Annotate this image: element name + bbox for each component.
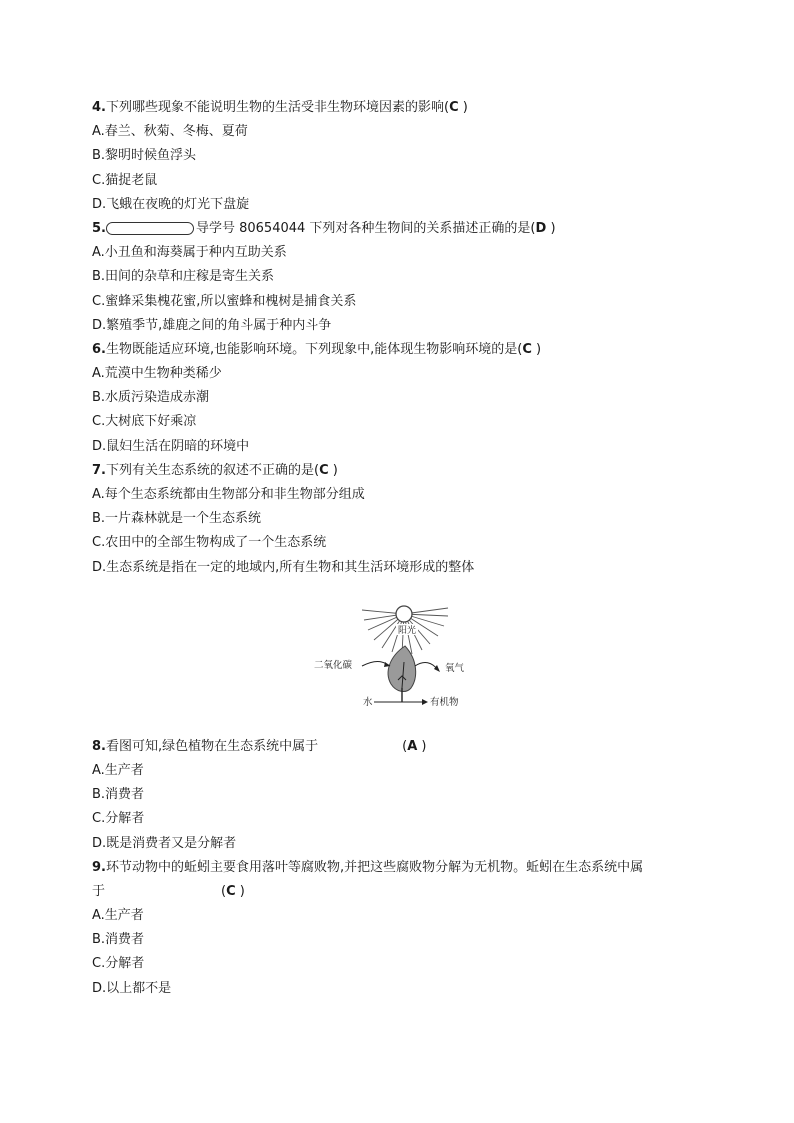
option: D.生态系统是指在一定的地域内,所有生物和其生活环境形成的整体 xyxy=(92,559,475,575)
option: C.分解者 xyxy=(92,956,145,972)
question-text: 下列哪些现象不能说明生物的生活受非生物环境因素的影响( xyxy=(105,100,450,115)
question-number: 4. xyxy=(92,100,106,115)
option: D.既是消费者又是分解者 xyxy=(92,835,237,851)
question-text: 生物既能适应环境,也能影响环境。下列现象中,能体现生物影响环境的是( xyxy=(105,341,523,357)
option: B.消费者 xyxy=(92,787,145,803)
co2-label: 二氧化碳 xyxy=(314,659,353,671)
answer-letter: C xyxy=(319,462,329,478)
option: C.猫捉老鼠 xyxy=(92,172,158,188)
option: D.鼠妇生活在阴暗的环境中 xyxy=(92,438,250,454)
guide-pill-icon xyxy=(106,222,194,235)
answer-letter: C xyxy=(522,341,532,357)
option: B.水质污染造成赤潮 xyxy=(92,390,210,406)
option: C.农田中的全部生物构成了一个生态系统 xyxy=(92,535,327,551)
question-text: 下列对各种生物间的关系描述正确的是( xyxy=(305,220,536,236)
question-number: 7. xyxy=(92,462,106,478)
o2-label: 氧气 xyxy=(445,662,465,674)
question-8-stem xyxy=(92,735,732,759)
question-4-stem xyxy=(92,96,732,120)
option: A.生产者 xyxy=(92,908,144,924)
guide-number: 导学号 80654044 xyxy=(195,220,306,236)
option: C.分解者 xyxy=(92,811,145,827)
question-number: 6. xyxy=(92,341,106,357)
option: A.小丑鱼和海葵属于种内互助关系 xyxy=(92,245,287,261)
question-5-stem xyxy=(92,217,732,241)
organic-label: 有机物 xyxy=(430,696,459,708)
answer-letter: A xyxy=(407,738,418,754)
question-9-stem xyxy=(92,856,732,880)
photosynthesis-figure xyxy=(92,580,732,735)
option: D.繁殖季节,雄鹿之间的角斗属于种内斗争 xyxy=(92,317,332,333)
answer-close: ) xyxy=(328,462,338,478)
answer-letter: C xyxy=(449,100,459,115)
answer-open: ( xyxy=(221,883,227,899)
option: A.每个生态系统都由生物部分和非生物部分组成 xyxy=(92,487,365,502)
question-9-stem-continued xyxy=(92,880,732,904)
sun-label: 阳光 xyxy=(397,625,417,636)
option: A.春兰、秋菊、冬梅、夏荷 xyxy=(92,124,248,140)
option: C.蜜蜂采集槐花蜜,所以蜜蜂和槐树是捕食关系 xyxy=(92,293,357,309)
question-6-stem xyxy=(92,338,732,362)
question-number: 8. xyxy=(92,738,106,754)
option: A.荒漠中生物种类稀少 xyxy=(92,366,222,382)
option: C.大树底下好乘凉 xyxy=(92,414,197,430)
answer-open: ( xyxy=(402,738,408,754)
question-7-stem xyxy=(92,459,732,483)
answer-close: ) xyxy=(458,100,468,115)
question-number: 9. xyxy=(92,859,106,875)
answer-close: ) xyxy=(546,220,556,236)
answer-close: ) xyxy=(235,883,245,899)
option: D.飞蛾在夜晚的灯光下盘旋 xyxy=(92,196,250,212)
answer-letter: C xyxy=(226,883,236,899)
answer-close: ) xyxy=(417,738,427,754)
option: D.以上都不是 xyxy=(92,980,172,996)
answer-letter: D xyxy=(535,220,547,236)
question-text: 下列有关生态系统的叙述不正确的是( xyxy=(105,462,320,478)
option: B.田间的杂草和庄稼是寄生关系 xyxy=(92,269,275,285)
question-text: 于 xyxy=(92,883,106,899)
question-text: 环节动物中的蚯蚓主要食用落叶等腐败物,并把这些腐败物分解为无机物。蚯蚓在生态系统中属 xyxy=(105,859,644,875)
question-text: 看图可知,绿色植物在生态系统中属于 xyxy=(105,738,319,754)
option: B.黎明时候鱼浮头 xyxy=(92,148,197,164)
worksheet-page xyxy=(92,96,732,1001)
option: B.一片森林就是一个生态系统 xyxy=(92,511,262,527)
water-label: 水 xyxy=(363,696,373,708)
plant-diagram xyxy=(314,602,494,718)
option: B.消费者 xyxy=(92,932,145,948)
question-number: 5. xyxy=(92,220,106,236)
sun-icon xyxy=(396,606,412,622)
option: A.生产者 xyxy=(92,762,144,778)
answer-close: ) xyxy=(531,341,542,357)
